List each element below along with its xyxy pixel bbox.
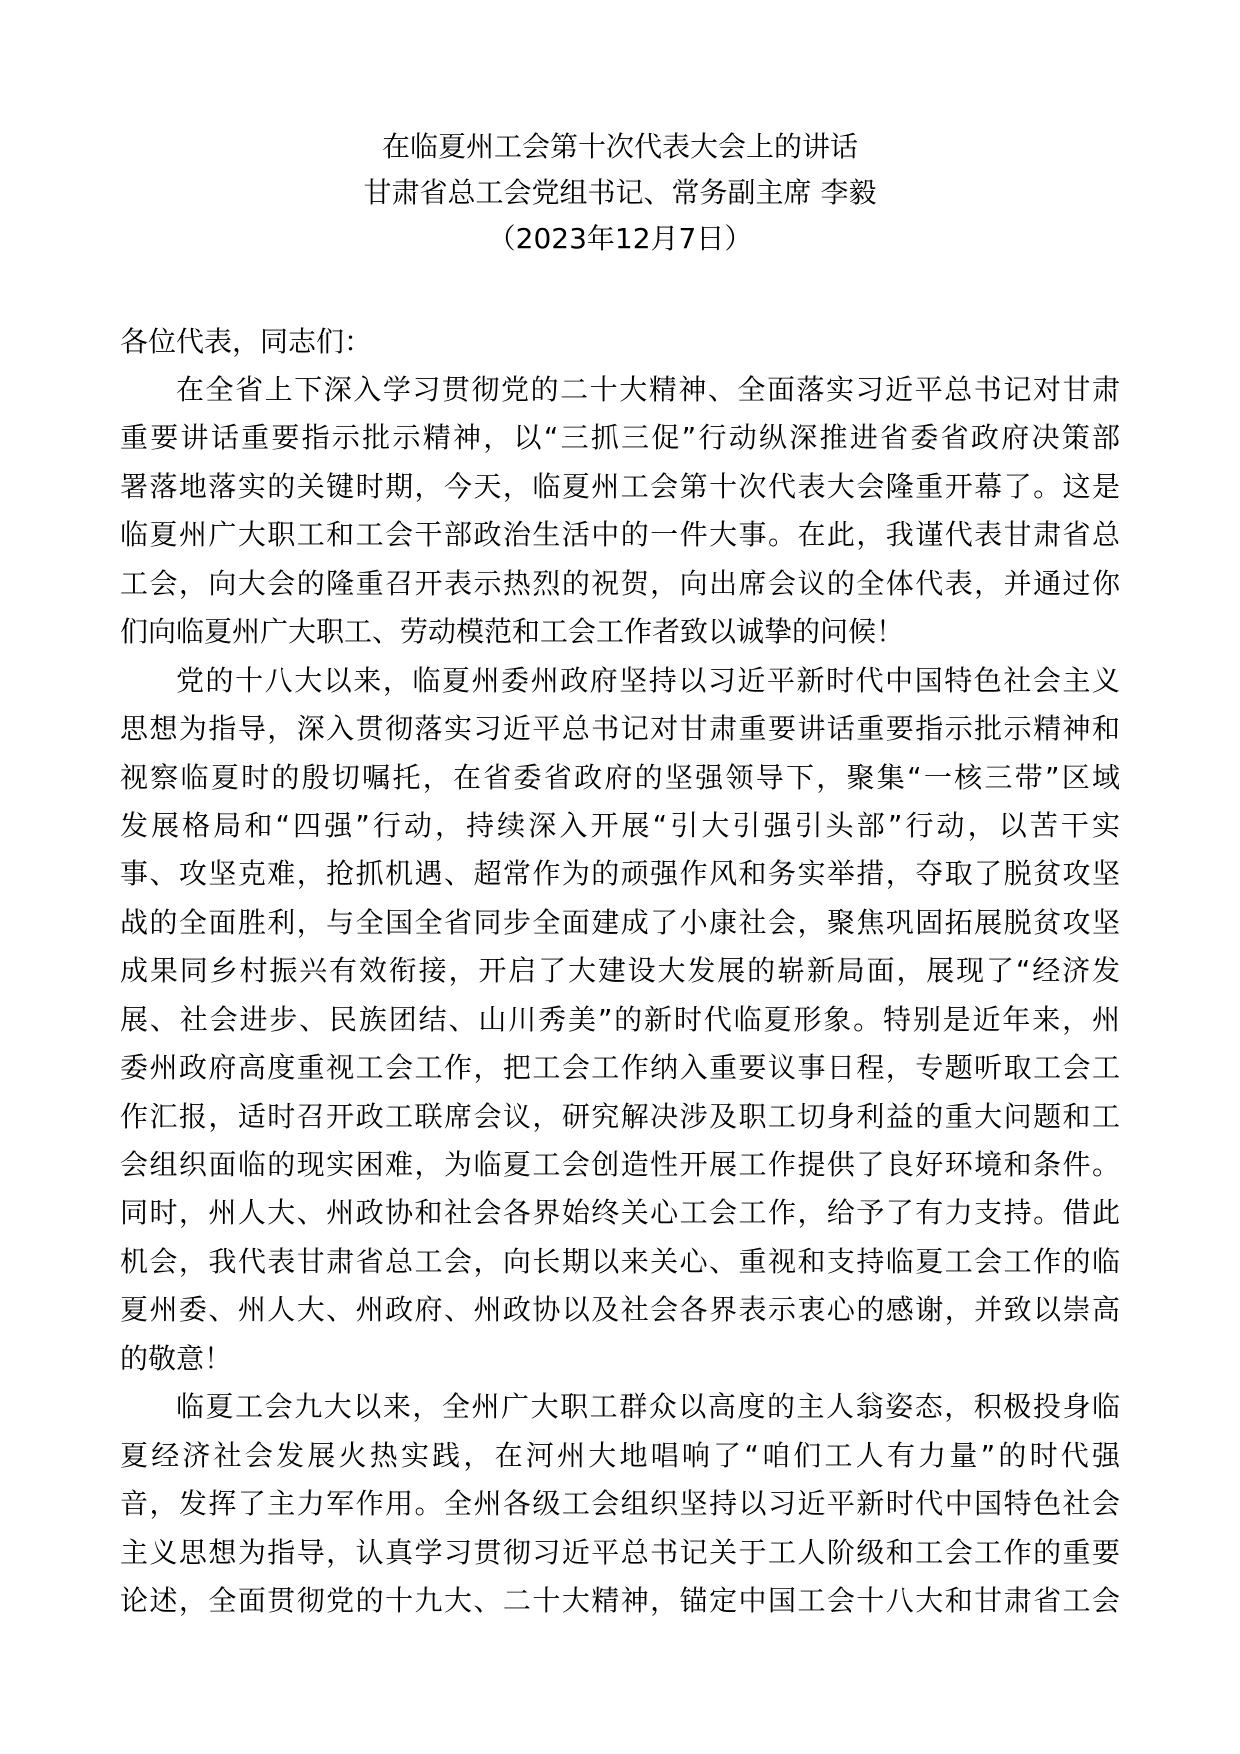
text-line: 发展格局和“四强”行动，持续深入开展“引大引强引头部”行动，以苦干实: [120, 808, 1120, 842]
speech-title: 在临夏州工会第十次代表大会上的讲话: [381, 130, 858, 163]
text-line: 在全省上下深入学习贯彻党的二十大精神、全面落实习近平总书记对甘肃: [176, 373, 1120, 406]
text-line: 临夏州广大职工和工会干部政治生活中的一件大事。在此，我谨代表甘肃省总: [120, 518, 1120, 552]
text-line: 署落地落实的关键时期，今天，临夏州工会第十次代表大会隆重开幕了。这是: [120, 469, 1120, 503]
salutation: 各位代表，同志们：: [120, 325, 373, 358]
text-line: 思想为指导，深入贯彻落实习近平总书记对甘肃重要讲话重要指示批示精神和: [120, 712, 1120, 746]
speech-body: [120, 366, 1120, 1625]
text-line: 战的全面胜利，与全国全省同步全面建成了小康社会，聚焦巩固拓展脱贫攻坚: [120, 905, 1120, 939]
speaker-line: 甘肃省总工会党组书记、常务副主席 李毅: [363, 176, 877, 209]
text-line: 临夏工会九大以来，全州广大职工群众以高度的主人翁姿态，积极投身临: [176, 1390, 1120, 1424]
text-line: 重要讲话重要指示批示精神，以“三抓三促”行动纵深推进省委省政府决策部: [120, 421, 1120, 455]
text-line: 作汇报，适时召开政工联席会议，研究解决涉及职工切身利益的重大问题和工: [120, 1099, 1120, 1133]
text-line: 展、社会进步、民族团结、山川秀美”的新时代临夏形象。特别是近年来，州: [120, 1002, 1120, 1036]
text-line: 主义思想为指导，认真学习贯彻习近平总书记关于工人阶级和工会工作的重要: [120, 1535, 1120, 1569]
text-line: 的敬意！: [120, 1341, 233, 1375]
text-line: 夏州委、州人大、州政府、州政协以及社会各界表示衷心的感谢，并致以崇高: [120, 1293, 1120, 1327]
text-line: 音，发挥了主力军作用。全州各级工会组织坚持以习近平新时代中国特色社会: [120, 1487, 1120, 1521]
speech-date: （2023年12月7日）: [487, 222, 753, 255]
text-line: 工会，向大会的隆重召开表示热烈的祝贺，向出席会议的全体代表，并通过你: [120, 566, 1120, 600]
text-line: 视察临夏时的殷切嘱托，在省委省政府的坚强领导下，聚集“一核三带”区域: [120, 760, 1120, 794]
text-line: 成果同乡村振兴有效衔接，开启了大建设大发展的崭新局面，展现了“经济发: [120, 954, 1120, 988]
text-line: 论述，全面贯彻党的十九大、二十大精神，锚定中国工会十八大和甘肃省工会: [120, 1583, 1120, 1617]
text-line: 夏经济社会发展火热实践，在河州大地唱响了“咱们工人有力量”的时代强: [120, 1438, 1120, 1472]
text-line: 党的十八大以来，临夏州委州政府坚持以习近平新时代中国特色社会主义: [176, 663, 1120, 697]
text-line: 们向临夏州广大职工、劳动模范和工会工作者致以诚挚的问候！: [120, 615, 905, 649]
text-line: 机会，我代表甘肃省总工会，向长期以来关心、重视和支持临夏工会工作的临: [120, 1244, 1120, 1278]
text-line: 委州政府高度重视工会工作，把工会工作纳入重要议事日程，专题听取工会工: [120, 1051, 1120, 1085]
text-line: 同时，州人大、州政协和社会各界始终关心工会工作，给予了有力支持。借此: [120, 1196, 1120, 1230]
text-line: 事、攻坚克难，抢抓机遇、超常作为的顽强作风和务实举措，夺取了脱贫攻坚: [120, 857, 1120, 891]
text-line: 会组织面临的现实困难，为临夏工会创造性开展工作提供了良好环境和条件。: [120, 1148, 1120, 1181]
document-header: [0, 124, 1240, 262]
